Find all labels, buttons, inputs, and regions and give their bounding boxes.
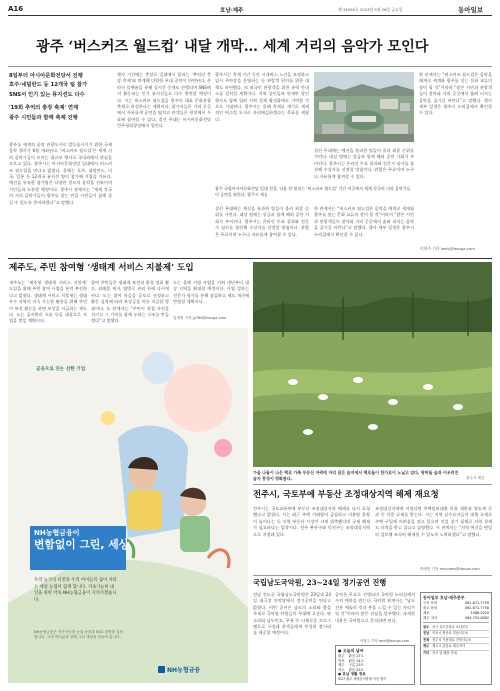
lead-byline: 이형주 기자 leehj@donga.com — [420, 246, 475, 251]
deck-line: 8일부터 아시아문화전당서 진행 — [9, 73, 83, 79]
sidebar-row: 목포 맑음 24도 — [338, 658, 364, 663]
deck-line: '19회 추억의 충장 축제' 연계 — [9, 105, 79, 112]
lead-deck — [9, 72, 112, 123]
sidebar-row: 제주 구름 23도 — [338, 663, 364, 668]
contact-row: 구독 문의 062-671-7759 — [423, 601, 489, 605]
lead-rule — [8, 66, 492, 67]
contact-box — [420, 592, 492, 685]
lead-photo — [314, 72, 414, 142]
nh-logo-icon — [158, 666, 165, 673]
land-byline: 박영민 기자 minpress@donga.com — [420, 567, 480, 571]
jeju-byline: 임재영 기자 jy788@donga.com — [173, 316, 227, 320]
land-headline: 전주시, 국토부에 부동산 조정대상지역 해제 재요청 — [253, 489, 439, 499]
info-sidebar — [335, 645, 415, 685]
deck-line: 호주·네덜란드 등 12개국 팀 참가 — [9, 82, 88, 89]
contact-row: 광고 문의 062-671-7758 — [423, 606, 489, 610]
contact-row: 제보 1588-2020 — [423, 611, 489, 615]
lead-body: 한 관계자는 “버스커즈 월드컵은 음악을 매개로 세계와 광주를 잇는 문화 교류의 장이 될 것”이라며 “많은 시민과 관광객들이 찾아와 거리 곳곳에서 울려 퍼지는 음악을 즐기길 바란다”고 말했다. 행사 세부 일정은 광주시 누리집에서 확인할 수 있다. — [314, 206, 414, 237]
contact-title: 동아일보 호남·제주본부 — [423, 595, 465, 600]
nh-logo-text: NH농협금융 — [167, 667, 201, 674]
museum-body: 전남 진도군 국립남도국악원은 23일과 24일 대극장 진악당에서 정기공연을 연다고 밝혔다. 이번 공연은 남도의 소리와 춤을 주제로 국악원 단원들이 무대에 오른다. 판소리와 남도민요, 무용 등 다채로운 프로그램으로 구성돼 관객들에게 풍성한 볼거리를 제공할 예정이다. — [253, 592, 331, 636]
wetland-photo — [253, 262, 492, 467]
lead-body: 광주를 세계적 음악 관광도시로 발돋움시키기 위한 국제 음악 행사가 6월 개최된다. ‘버스커즈 월드컵’은 세계 거리 음악가들이 모이는 대규모 행사로 국내외에서 관심을 모으고 있다. 광주시는 아시아문화전당 일대에서 버스커즈 월드컵을 연다고 밝혔다. 올해는 호주, 네덜란드, 미국, 일본 등 12개국 뮤지션 팀이 참가해 기량을 겨룬다. 예선을 통과한 참가팀은 다양한 장르의 음악을 선보이며 시민들과 소통할 예정이다. 광주시 관계자는 “세계 각국의 거리 음악가들이 광주를 찾는 만큼 시민들이 함께 즐길 수 있도록 준비하겠다”고 말했다. — [9, 142, 112, 205]
contact-table-row: 기타 지국 및 배달 안내 — [423, 650, 457, 655]
sidebar-title: ● 오늘의 날씨 — [338, 648, 364, 653]
divider — [253, 484, 492, 485]
contact-row: 제주 지사 064-753-0062 — [423, 616, 489, 620]
ad-headline-box — [30, 526, 130, 570]
nh-advertisement — [8, 328, 248, 683]
lead-body: 결선 무대에는 예선을 통과한 팀들이 올라 최종 순위를 가린다. 대상 팀에는 상금과 함께 해외 공연 기회가 주어진다. 광주시는 온라인 투표 결과와 전문가 심사를 합산해 수상자를 선정할 방침이다. 관람은 무료이며 누구나 자유롭게 참여할 수 있다. — [314, 148, 414, 179]
lead-photo-caption: 광주 국립아시아문화전당 일대 전경. 다음 달 열리는 ‘버스커즈 월드컵’ 기간 이곳에서 세계 각국의 거리 음악가들이 공연을 펼친다. 광주시 제공 — [215, 186, 411, 197]
ad-tag: 금융으로 잇는 선한 기업 — [36, 367, 86, 372]
museum-body: 공연은 무료로 진행되며 국악원 누리집에서 사전 예약을 받는다. 국악원 관계자는 “남도 전통 예술의 멋과 흥을 느낄 수 있는 자리가 될 것”이라며 많은 관심을 당부했다. 자세한 내용은 국악원으로 문의하면 된다. — [335, 592, 415, 623]
contact-table-row: 광주 서구 상무중앙로 호남본부 — [423, 625, 489, 631]
sidebar-row: 광주 맑음 27도 — [338, 654, 364, 658]
ad-line2: 변함없이 그린, 세상 — [34, 538, 130, 551]
lead-body: 광주시는 축제 기간 동안 시내버스 노선을 조정하고 임시 주차장을 운영하는 등 관람객 편의를 위한 대책도 마련했다. 또 외국인 관광객을 위한 통역 안내소를 설치할 계획이다. 지역 상인들과 연계한 할인 행사도 함께 열려 지역 경제 활성화에도 기여할 것으로 기대된다. 광주시는 올해 축제를 계기로 세계적인 버스킹 도시로 자리매김하겠다는 목표를 세웠다. — [215, 72, 309, 122]
ad-line1: NH농협금융이 — [34, 529, 80, 537]
ad-fine-print: NH농협금융은 지속가능한 농업·농촌과 ESG 경영을 실천합니다. 고객 여러분과 함께 그린 세상을 만들어 갑니다. — [34, 630, 124, 639]
contact-table-row: 제주 제주시 중앙로 제주지사 — [423, 644, 489, 650]
contact-table-row: 전남 목포시 영산로 전남사무소 — [423, 631, 489, 637]
land-body: 조정대상지역에 지정되면 주택담보대출 비율 제한과 양도세 중과 등 각종 규제를 받는다. 시는 지역 실수요자들이 대출 규제로 주택 구입에 어려움을 겪고 있으며 건설 경기 침체로 지역 경제도 타격을 받고 있다고 설명했다. 시 관계자는 “지역 여건을 면밀히 검토해 조속히 해제될 수 있도록 노력하겠다”고 말했다. — [375, 506, 492, 537]
header-rule — [8, 15, 492, 16]
wetland-byline: 광주시 제공 — [466, 476, 485, 480]
museum-byline: 이형주 기자 leehj@donga.com — [360, 639, 410, 643]
nh-logo — [158, 665, 200, 674]
deck-line: 광주 시민들과 함께 축제 진행 — [9, 114, 78, 121]
sidebar-note: 5/27 광주 세계김치축제 사전 행사 — [338, 677, 387, 682]
section-label: 호남·제주 — [220, 8, 244, 14]
divider — [253, 575, 492, 576]
sidebar-subtitle: ● 호남 생활 정보 — [338, 672, 366, 677]
ad-copy: 우리 농가의 터전과 우리 아이들의 꿈이 자라는 세상 농협이 함께 합니다. 지속가능한 내일을 위한 약속 NH농협금융이 지켜가겠습니다. — [34, 578, 117, 603]
page-number: A16 — [8, 5, 24, 13]
jeju-body: 제주도는 ‘제주형 생태계 서비스 지불제’ 도입을 위해 주민 참여 사업을 본격 추진한다고 밝혔다. 생태계 서비스 지불제는 생태 우수 지역의 지속 가능한 활용을 위해 주민이 보전 활동을 하면 보상을 지급하는 제도다. 도는 곶자왈과 오름 등을 대상으로 사업을 벌일 계획이다. — [9, 280, 87, 324]
brand-logo: 동아일보 — [458, 6, 484, 14]
wetland-caption: 가을 나들이 나온 백로 가족 무등산 자락에 자리 잡은 습지에서 백로들이 한가로이 노닐고 있다. 왕버들 숲과 어우러진 습지 풍경이 평화롭다. — [253, 470, 459, 481]
land-body: 전주시는 국토교통부에 부동산 조정대상지역 해제를 다시 요청했다고 밝혔다. 시는 최근 주택 거래량이 급감하고 미분양 물량이 늘어나는 등 지역 부동산 시장이 크게 위축됐다며 규제 해제가 필요하다는 입장이다. 전주 완산구와 덕진구는 조정대상지역으로 지정돼 있다. — [253, 506, 370, 537]
sidebar-row: 여수 맑음 25도 — [338, 667, 364, 672]
lead-body: 결선 무대에는 예선을 통과한 팀들이 올라 최종 순위를 가린다. 대상 팀에는 상금과 함께 해외 공연 기회가 주어진다. 광주시는 온라인 투표 결과와 전문가 심사를 합산해 수상자를 선정할 방침이다. 관람은 무료이며 누구나 자유롭게 참여할 수 있다. — [215, 206, 309, 237]
contact-table-row: 전북 전주시 기린대로 전북사무소 — [423, 638, 489, 644]
jeju-body: 참여 주민들은 생태계 보전과 환경 정화 활동, 외래종 제거, 탐방로 관리 등에 나서게 된다. 도는 참여 마을을 공모로 선정하고 활동 실적에 따라 보상금을 차등 지급할 방침이다. 도 관계자는 “주민이 직접 자연을 지키고 그 가치를 함께 누리는 구조를 만들겠다”고 말했다. — [91, 280, 169, 324]
section-rule — [8, 258, 492, 259]
jeju-headline: 제주도, 주민 참여형 ‘생태계 서비스 지불제’ 도입 — [9, 263, 194, 273]
jeju-body: 도는 올해 시범 사업을 거쳐 내년부터 대상 지역을 확대할 예정이다. 사업 성과는 전문가 평가를 통해 점검하고 제도 개선에 반영할 계획이다. — [173, 280, 249, 305]
deck-line: SNS서 인기 있는 뮤지션도 다수 — [9, 91, 85, 98]
lead-headline: 광주 ‘버스커즈 월드컵’ 내달 개막… 세계 거리의 음악가 모인다 — [36, 39, 429, 55]
issue-info: 제 34595호 2023년 5월 26일 금요일 — [338, 7, 403, 12]
museum-headline: 국립남도국악원, 23~24일 정기공연 진행 — [253, 578, 387, 587]
lead-body: 한 관계자는 “버스커즈 월드컵은 음악을 매개로 세계와 광주를 잇는 문화 교류의 장이 될 것”이라며 “많은 시민과 관광객들이 찾아와 거리 곳곳에서 울려 퍼지는 음악을 즐기길 바란다”고 말했다. 행사 세부 일정은 광주시 누리집에서 확인할 수 있다. — [419, 72, 492, 116]
lead-body: 행사 기간에는 충장로 일대에서 열리는 ‘추억의 충장 축제’와 연계해 다양한 부대 공연이 마련된다. 온라인 플랫폼을 통해 실시간 중계도 진행되며 SNS에서 활동하는 인기 뮤지션들도 다수 출연할 예정이다. 시는 버스커즈 월드컵을 광주의 대표 문화관광 축제로 육성한다는 계획이다. 참가자들은 거리 곳곳에서 자유롭게 공연을 펼치고 관객들은 현장에서 투표에 참여할 수 있다. 결선 무대는 아시아문화전당 민주평화광장에서 열린다. — [117, 72, 211, 129]
